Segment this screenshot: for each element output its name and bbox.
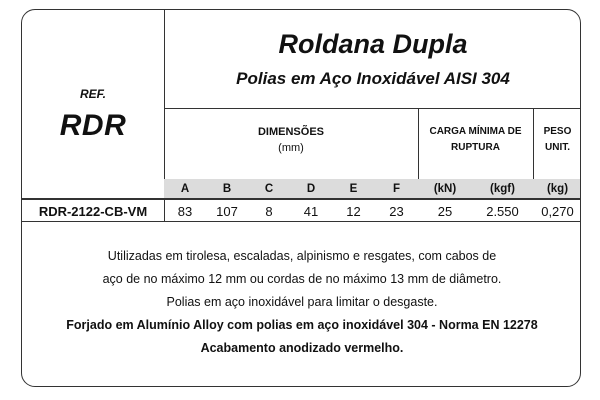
unit-b: B (222, 182, 232, 195)
dimensions-header-unit: (mm) (278, 142, 304, 154)
product-spec-card (21, 9, 581, 387)
description-line-1: Utilizadas em tirolesa, escaladas, alpinismo e resgates, com cabos de (107, 249, 497, 263)
ref-code: RDR (59, 109, 127, 142)
load-header (418, 120, 533, 160)
product-subtitle: Polias em Aço Inoxidável AISI 304 (236, 69, 510, 88)
dimensions-header (164, 120, 418, 160)
row-bottom-line (22, 221, 581, 222)
dimensions-header-label: DIMENSÕES (257, 126, 324, 138)
unit-kg: (kg) (546, 182, 569, 195)
cell-kg: 0,270 (541, 203, 574, 219)
ref-label: REF. (79, 87, 106, 101)
unit-kgf: (kgf) (490, 182, 515, 195)
cell-d: 41 (303, 203, 319, 219)
weight-header-line2: UNIT. (545, 142, 570, 153)
cell-b: 107 (216, 203, 238, 219)
unit-a: A (180, 182, 190, 195)
description-line-5: Acabamento anodizado vermelho. (200, 341, 404, 355)
description-line-3: Polias em aço inoxidável para limitar o desgaste. (166, 295, 438, 309)
title-divider (164, 108, 581, 109)
description-line-4: Forjado em Alumínio Alloy com polias em aço inoxidável 304 - Norma EN 12278 (66, 318, 538, 332)
unit-d: D (306, 182, 316, 195)
cell-e: 12 (346, 203, 361, 219)
cell-f: 23 (389, 203, 404, 219)
table-row-model: RDR-2122-CB-VM (38, 203, 148, 219)
weight-header (533, 120, 581, 160)
load-header-line1: CARGA MÍNIMA DE (429, 126, 522, 137)
cell-c: 8 (265, 203, 273, 219)
cell-kgf: 2.550 (486, 203, 519, 219)
product-title: Roldana Dupla (278, 28, 468, 59)
load-header-line2: RUPTURA (451, 142, 500, 153)
description-line-2: aço de no máximo 12 mm ou cordas de no máximo 13 mm de diâmetro. (102, 272, 502, 286)
weight-header-line1: PESO (543, 126, 572, 137)
unit-c: C (264, 182, 274, 195)
cell-kn: 25 (437, 203, 453, 219)
header-bottom-line (22, 198, 581, 200)
unit-e: E (349, 182, 358, 195)
unit-f: F (392, 182, 401, 195)
cell-a: 83 (177, 203, 193, 219)
unit-kn: (kN) (433, 182, 457, 195)
